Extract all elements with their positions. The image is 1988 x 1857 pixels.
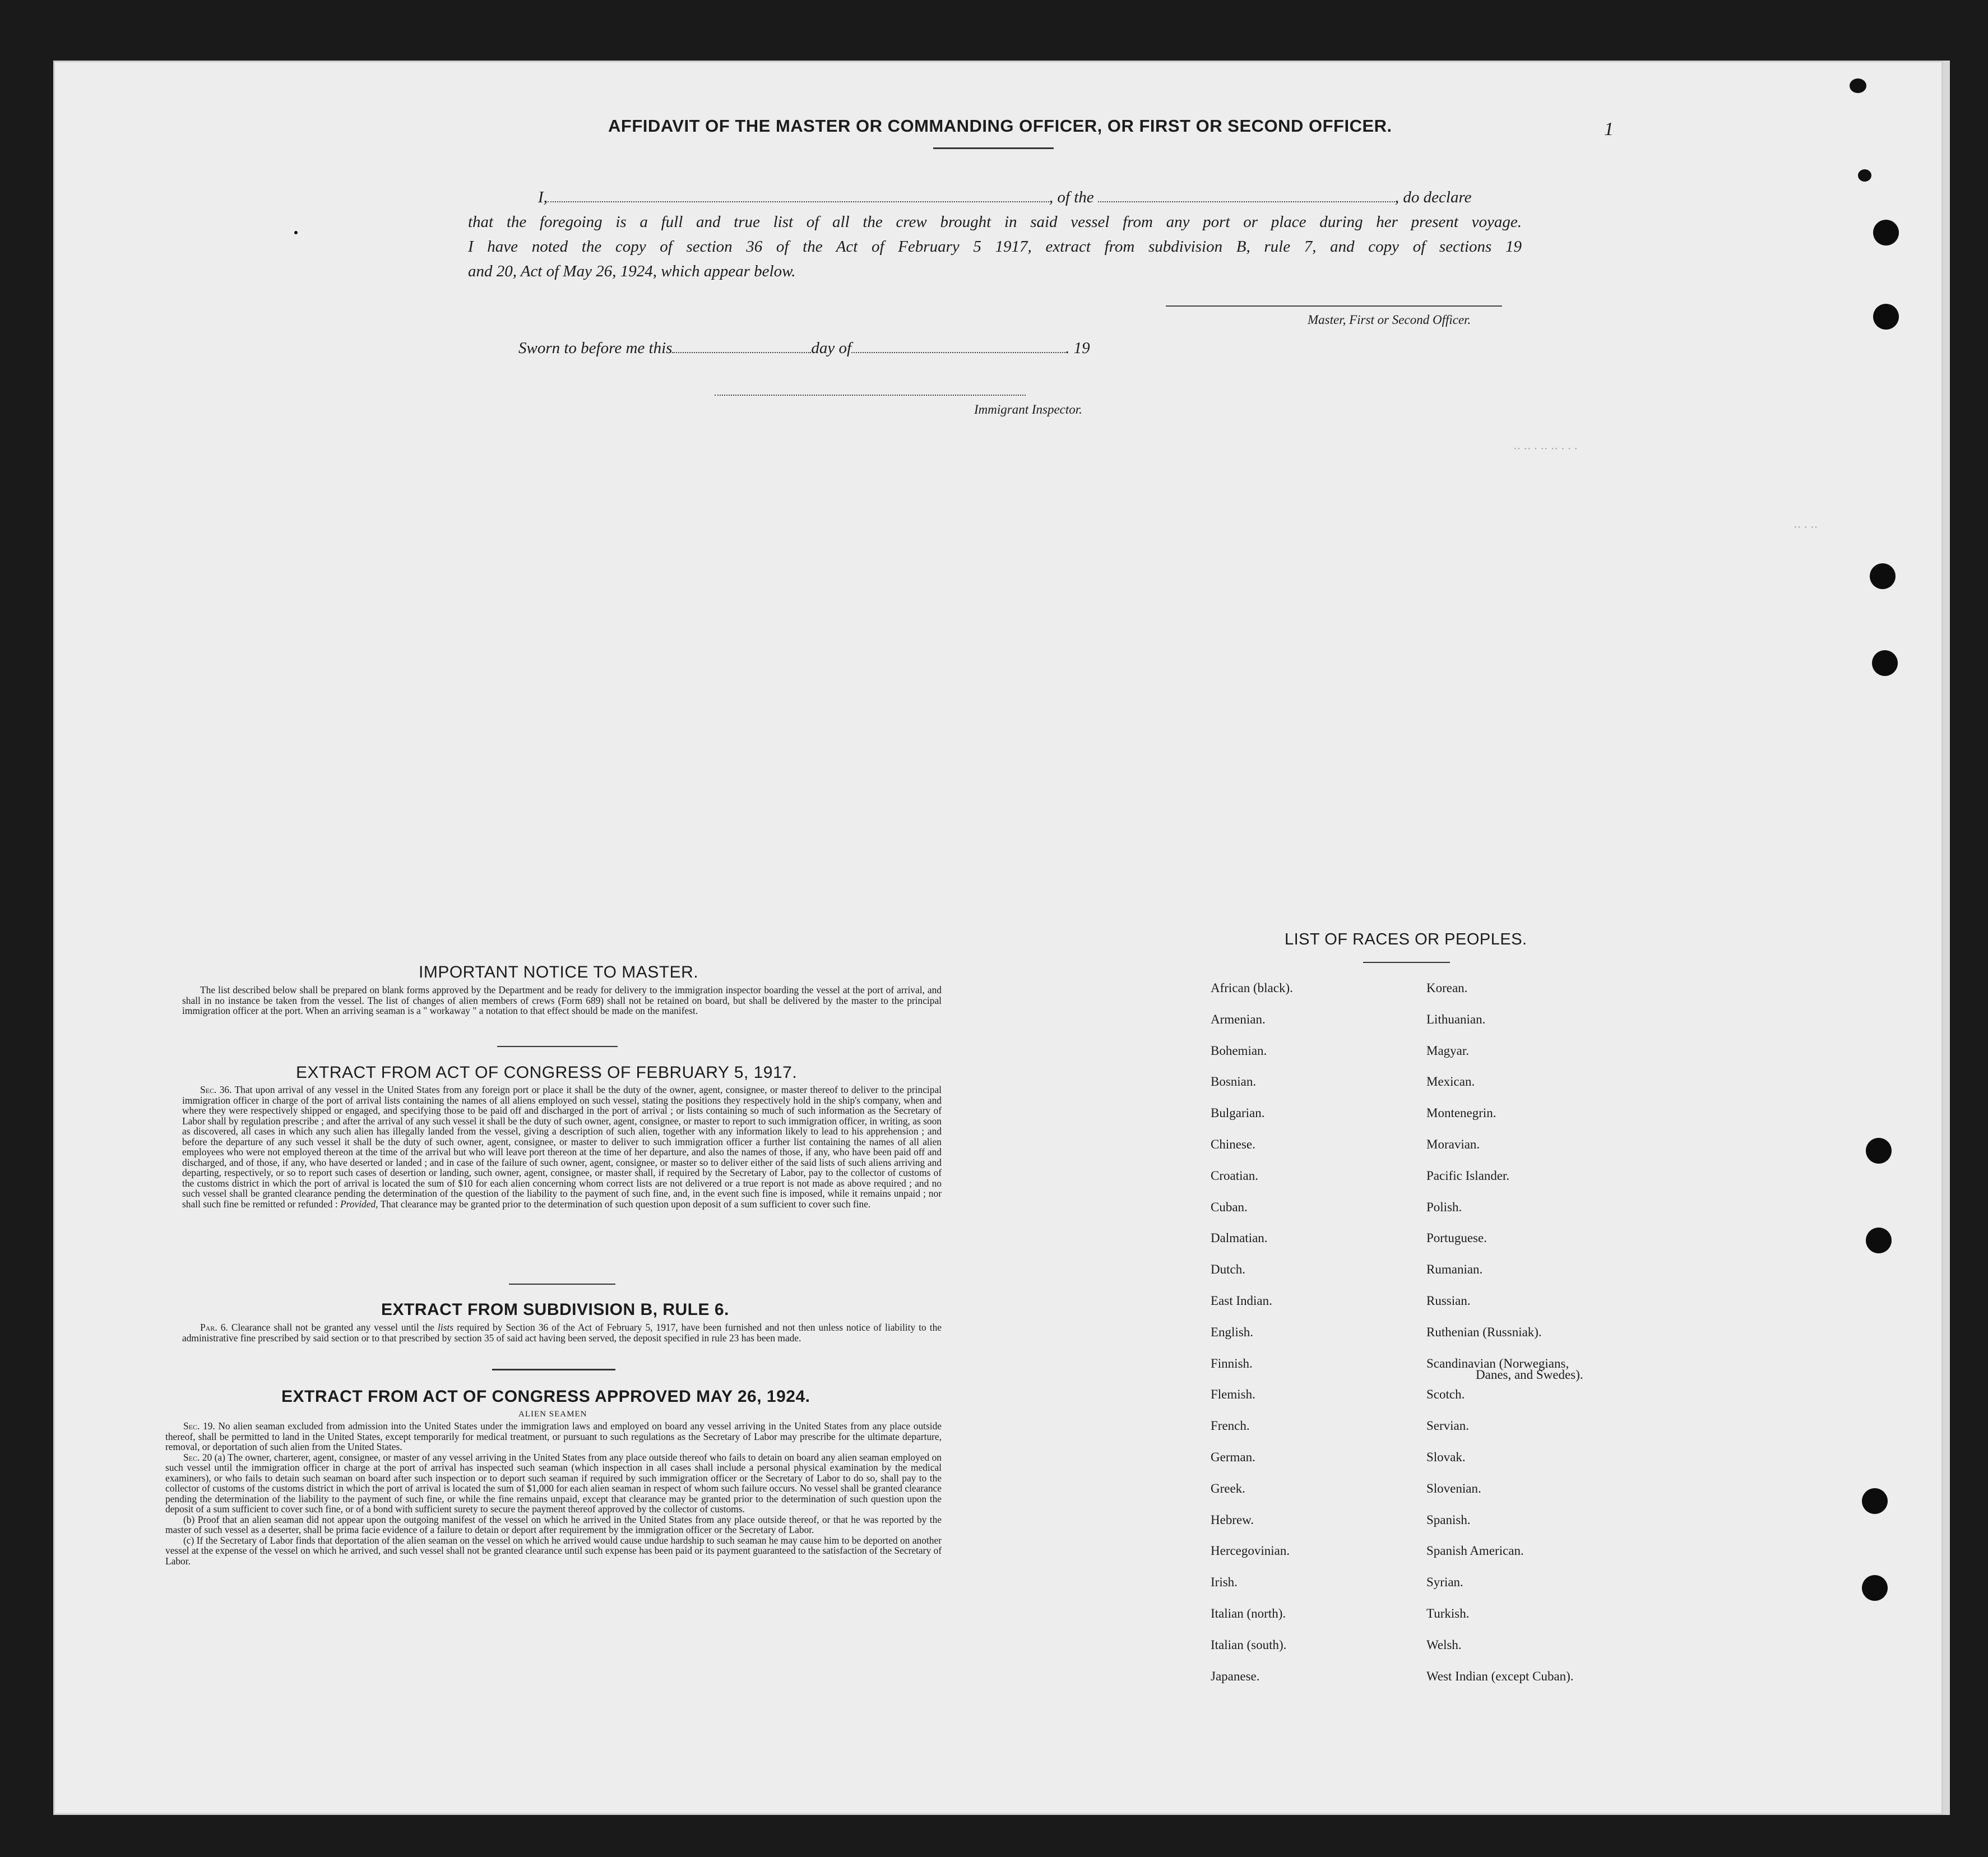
- binder-hole: [1873, 304, 1899, 330]
- ink-blot: [1858, 169, 1871, 182]
- sec-19-text: No alien seaman excluded from admission into the United States under the immigration laws and employed on board any vessel arriving in the United States from any place outside thereof, shall be permitted to land in the United States, except temporarily for medical treatment, or pursuant to such regulations as the Secretary of Labor may prescribe for the ultimate departure, removal, or deportation of such alien from the United States.: [165, 1420, 942, 1452]
- race-item: Chinese.: [1211, 1137, 1255, 1151]
- extract-1924-title: EXTRACT FROM ACT OF CONGRESS APPROVED MAY 26, 1924.: [281, 1387, 810, 1406]
- affidavit-title: AFFIDAVIT OF THE MASTER OR COMMANDING OFFICER, OR FIRST OR SECOND OFFICER.: [608, 116, 1392, 136]
- par-6-label: Par. 6.: [200, 1322, 228, 1333]
- race-item: East Indian.: [1211, 1293, 1272, 1308]
- inspector-signature-line[interactable]: [715, 395, 1026, 396]
- race-item: Rumanian.: [1426, 1262, 1483, 1277]
- bleed-through: ·· ·· · ·· ·· · · ·: [1513, 443, 1578, 455]
- extract-1917-title: EXTRACT FROM ACT OF CONGRESS OF FEBRUARY 5, 1917.: [296, 1063, 798, 1082]
- race-item: Finnish.: [1211, 1356, 1253, 1370]
- signature-caption: Master, First or Second Officer.: [1308, 313, 1471, 327]
- bleed-through: ·· · ··: [1794, 521, 1818, 534]
- race-item: English.: [1211, 1325, 1254, 1339]
- race-item: Greek.: [1211, 1481, 1245, 1495]
- declaration-line4: and 20, Act of May 26, 1924, which appear below.: [468, 262, 796, 280]
- declaration-text: [468, 185, 1522, 284]
- binder-hole: [1862, 1575, 1888, 1601]
- race-item: German.: [1211, 1450, 1255, 1464]
- binder-hole: [1862, 1488, 1888, 1514]
- race-item: French.: [1211, 1419, 1250, 1433]
- races-right-column: [1426, 973, 1574, 1692]
- race-item: African (black).: [1211, 981, 1293, 995]
- race-item: Croatian.: [1211, 1168, 1258, 1183]
- divider: [497, 1046, 618, 1047]
- extract-1924-body: [165, 1421, 942, 1566]
- race-item: Montenegrin.: [1426, 1106, 1496, 1120]
- year-prefix: . 19: [1065, 339, 1090, 357]
- sec-20-label: Sec. 20: [183, 1451, 212, 1463]
- race-item: Flemish.: [1211, 1387, 1255, 1402]
- day-of: day of: [811, 339, 852, 357]
- declaration-line2: that the foregoing is a full and true list of all the crew brought in said vessel from any port or place during her present voyage.: [468, 213, 1522, 231]
- sec-20a-text: (a) The owner, charterer, agent, consignee, or master of any vessel arriving in the United States from any place outside thereof who fails to detain on board any alien seaman employed on such vessel until the immigration officer in charge at the port of arrival has inspected such seaman (which inspection in all cases shall include a personal physical examination by the medical examiners), or who fails to detain such seaman on board after such inspection or to deport such seaman if required by such immigration officer or the Secretary of Labor to do so, shall pay to the collector of customs of the customs district in which the port of arrival is located the sum of $1,000 for each alien seaman in respect of whom such failure occurs. No vessel shall be granted clearance pending the determination of the liability to the payment of such fine, or while the fine remains unpaid, except that clearance may be granted prior to the determination of such question upon the deposit of a sum sufficient to cover such fine, or of a bond with sufficient surety to secure the payment thereof approved by the collector of customs.: [165, 1451, 942, 1515]
- race-item: Dutch.: [1211, 1262, 1245, 1277]
- sec-36-text: That upon arrival of any vessel in the United States from any foreign port or place it shall be the duty of the owner, agent, consignee, or master thereof to deliver to the principal immigration officer in charge of the port of arrival lists containing the names of all aliens employed on such vessel, stating the positions they respectively hold in the ship's company, when and where they were respectively shipped or engaged, and specifying those to be paid off and discharged in the port of arrival ; or lists containing so much of such information as the Secretary of Labor shall by regulation prescribe ; and after the arrival of any such vessel it shall be the duty of such owner, agent, consignee, or master to report to such immigration officer, in writing, as soon as discovered, all cases in which any such alien has illegally landed from the vessel, giving a description of such alien, together with any information likely to lead to his apprehension ; and before the departure of any such vessel it shall be the duty of such owner, agent, consignee, or master to deliver to such immigration officer a further list containing the names of all alien employees who were not employed thereon at the time of the arrival but who will leave port thereon at the time of her departure, and also the names of those, if any, who have been paid off and discharged, and of those, if any, who have deserted or landed ; and in case of the failure of such owner, agent, consignee, or master so to deliver either of the said lists of such aliens arriving and departing, respectively, or so to report such cases of desertion or landing, such owner, agent, consignee, or master shall, if required by the Secretary of Labor, pay to the collector of customs of the customs district in which the port of arrival is located the sum of $10 for each alien concerning whom correct lists are not delivered or a true report is not made as above required ; and no such vessel shall be granted clearance pending the determination of the question of the liability to the payment of such fine, and, in the event such fine is imposed, while it remains unpaid ; nor shall such fine be remitted or refunded :: [182, 1084, 942, 1210]
- name-field[interactable]: [548, 201, 1049, 202]
- race-item: West Indian (except Cuban).: [1426, 1669, 1574, 1683]
- race-item: Pacific Islander.: [1426, 1168, 1510, 1183]
- binder-hole: [1866, 1228, 1892, 1253]
- race-item: Korean.: [1426, 981, 1468, 995]
- race-item: Scotch.: [1426, 1387, 1465, 1402]
- race-item: Hercegovinian.: [1211, 1544, 1290, 1558]
- sec-19-label: Sec. 19.: [183, 1420, 215, 1432]
- race-item: Portuguese.: [1426, 1231, 1487, 1245]
- race-item: Italian (south).: [1211, 1637, 1287, 1652]
- race-item-scandinavian-cont: Danes, and Swedes).: [1476, 1368, 1583, 1382]
- race-item: Bohemian.: [1211, 1043, 1267, 1058]
- races-left-column: [1211, 973, 1293, 1692]
- par-6-text-b: required by Section 36 of the Act of February 5, 1917, have been furnished and not then unless notice of liability to the administrative fine prescribed by said section or to that prescribed by section 35 of said act having been served, the deposit specified in rule 23 has been made.: [182, 1322, 942, 1344]
- sec-20b-text: (b) Proof that an alien seaman did not appear upon the outgoing manifest of the vessel on which he arrived in the United States from any place outside thereof, or that he was reported by the master of such vessel as a deserter, shall be prima facie evidence of a failure to detain or deport after requirement by the immigration officer or the Secretary of Labor.: [165, 1513, 942, 1535]
- races-title: LIST OF RACES OR PEOPLES.: [1285, 930, 1527, 948]
- binder-hole: [1870, 563, 1896, 589]
- vessel-field[interactable]: [1098, 201, 1395, 202]
- binder-hole: [1866, 1138, 1892, 1164]
- alien-seamen-subtitle: ALIEN SEAMEN: [518, 1410, 587, 1419]
- race-item: Mexican.: [1426, 1075, 1475, 1089]
- binder-hole: [1872, 650, 1898, 676]
- declaration-declare: , do declare: [1394, 188, 1472, 206]
- month-field[interactable]: [851, 352, 1065, 353]
- race-item: Bosnian.: [1211, 1075, 1257, 1089]
- race-item: Russian.: [1426, 1293, 1471, 1308]
- race-item: Moravian.: [1426, 1137, 1480, 1151]
- divider: [492, 1369, 615, 1370]
- page-number: 1: [1604, 119, 1614, 140]
- race-item: Hebrew.: [1211, 1512, 1254, 1527]
- inspector-caption: Immigrant Inspector.: [974, 402, 1082, 416]
- race-item: Cuban.: [1211, 1200, 1248, 1214]
- day-field[interactable]: [672, 352, 811, 353]
- race-item: Turkish.: [1426, 1606, 1470, 1620]
- signature-line[interactable]: [1166, 305, 1502, 307]
- declaration-of-the: , of the: [1049, 188, 1094, 206]
- race-item: Spanish American.: [1426, 1544, 1524, 1558]
- binder-hole: [1873, 220, 1899, 246]
- declaration-i: I,: [538, 188, 548, 206]
- race-item: Dalmatian.: [1211, 1231, 1268, 1245]
- notice-body: The list described below shall be prepared on blank forms approved by the Department and be ready for delivery to the immigration inspector boarding the vessel at the port of arrival, and shall in no instance be taken from the vessel. The list of changes of alien members of crews (Form 689) shall not be retained on board, but shall be delivered by the master to the principal immigration officer at the port. When an arriving seaman is a " workaway " a notation to that effect should be made on the manifest.: [182, 984, 942, 1016]
- proviso-label: Provided,: [340, 1198, 378, 1210]
- sec-20c-text: (c) If the Secretary of Labor finds that deportation of the alien seaman on the vessel on which he arrived would cause undue hardship to such seaman he may cause him to be deported on another vessel at the expense of the vessel on which he arrived, and such vessel shall not be granted clearance until such expense has been paid or its payment guaranteed to the satisfaction of the Secretary of Labor.: [165, 1534, 942, 1567]
- divider: [1363, 962, 1450, 963]
- ink-dot: [294, 231, 298, 234]
- extract-1917-body: [182, 1085, 942, 1209]
- subdivision-title: EXTRACT FROM SUBDIVISION B, RULE 6.: [381, 1300, 729, 1319]
- lists-word: lists: [438, 1322, 454, 1333]
- race-item: Lithuanian.: [1426, 1012, 1486, 1026]
- race-item: Scandinavian (Norwegians,: [1426, 1356, 1569, 1370]
- race-item: Syrian.: [1426, 1575, 1463, 1590]
- divider: [509, 1284, 615, 1285]
- race-item: Welsh.: [1426, 1637, 1462, 1652]
- sworn-line: [518, 339, 1090, 358]
- race-item: Slovenian.: [1426, 1481, 1481, 1495]
- race-item: Magyar.: [1426, 1043, 1470, 1058]
- race-item: Irish.: [1211, 1575, 1238, 1590]
- race-item: Ruthenian (Russniak).: [1426, 1325, 1542, 1339]
- notice-title: IMPORTANT NOTICE TO MASTER.: [419, 963, 699, 981]
- sec-36-label: Sec. 36.: [200, 1084, 232, 1095]
- sworn-text: Sworn to before me this: [518, 339, 673, 357]
- divider: [933, 147, 1054, 149]
- race-item: Bulgarian.: [1211, 1106, 1265, 1120]
- par-6-text-a: Clearance shall not be granted any vessel until the: [231, 1322, 434, 1333]
- race-item: Armenian.: [1211, 1012, 1266, 1026]
- race-item: Japanese.: [1211, 1669, 1260, 1683]
- subdivision-body: [182, 1322, 942, 1343]
- race-item: Italian (north).: [1211, 1606, 1286, 1620]
- race-item: Slovak.: [1426, 1450, 1466, 1464]
- race-item: Polish.: [1426, 1200, 1462, 1214]
- declaration-line3: I have noted the copy of section 36 of the Act of February 5 1917, extract from subdivision B, rule 7, and copy of sections 19: [468, 238, 1522, 256]
- race-item: Spanish.: [1426, 1512, 1471, 1527]
- proviso-text: That clearance may be granted prior to the determination of such question upon deposit of a sum sufficient to cover such fine.: [380, 1198, 871, 1210]
- ink-blot: [1850, 78, 1866, 93]
- page-edge: [1943, 61, 1950, 1815]
- race-item: Servian.: [1426, 1419, 1470, 1433]
